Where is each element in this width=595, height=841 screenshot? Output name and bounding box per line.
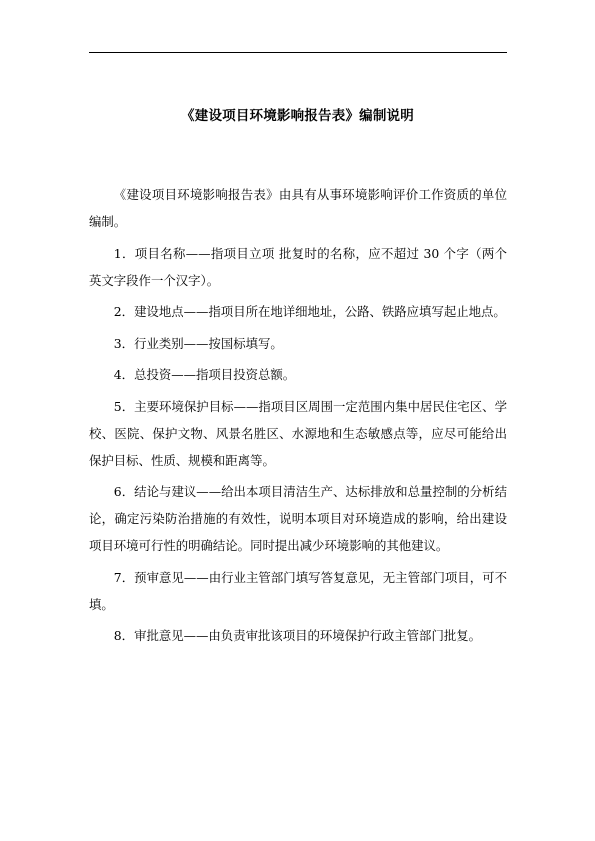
intro-paragraph: 《建设项目环境影响报告表》由具有从事环境影响评价工作资质的单位编制。 — [89, 187, 507, 229]
document-body — [89, 181, 507, 654]
item-total-investment: 4．总投资——指项目投资总额。 — [113, 367, 296, 382]
item-conclusions: 6．结论与建议——给出本项目清洁生产、达标排放和总量控制的分析结论，确定污染防治措施的有效性，说明本项目对环境造成的影响，给出建设项目环境可行性的明确结论。同时提出减少环境影响的其他建议。 — [89, 484, 507, 553]
header-rule — [89, 52, 507, 53]
item-construction-site: 2．建设地点——指项目所在地详细地址，公路、铁路应填写起止地点。 — [113, 304, 506, 319]
item-industry-category: 3．行业类别——按国标填写。 — [113, 335, 283, 351]
item-preliminary-review: 7．预审意见——由行业主管部门填写答复意见，无主管部门项目，可不填。 — [89, 569, 507, 612]
item-approval-opinion: 8．审批意见——由负责审批该项目的环境保护行政主管部门批复。 — [113, 628, 482, 643]
item-protection-targets: 5．主要环境保护目标——指项目区周围一定范围内集中居民住宅区、学校、医院、保护文物、风景名胜区、水源地和生态敏感点等，应尽可能给出保护目标、性质、规模和距离等。 — [89, 398, 507, 468]
document-title: 《建设项目环境影响报告表》编制说明 — [181, 108, 414, 124]
item-project-name: 1．项目名称——指项目立项 批复时的名称，应不超过 30 个字（两个英文字段作一个汉字）。 — [89, 245, 507, 288]
